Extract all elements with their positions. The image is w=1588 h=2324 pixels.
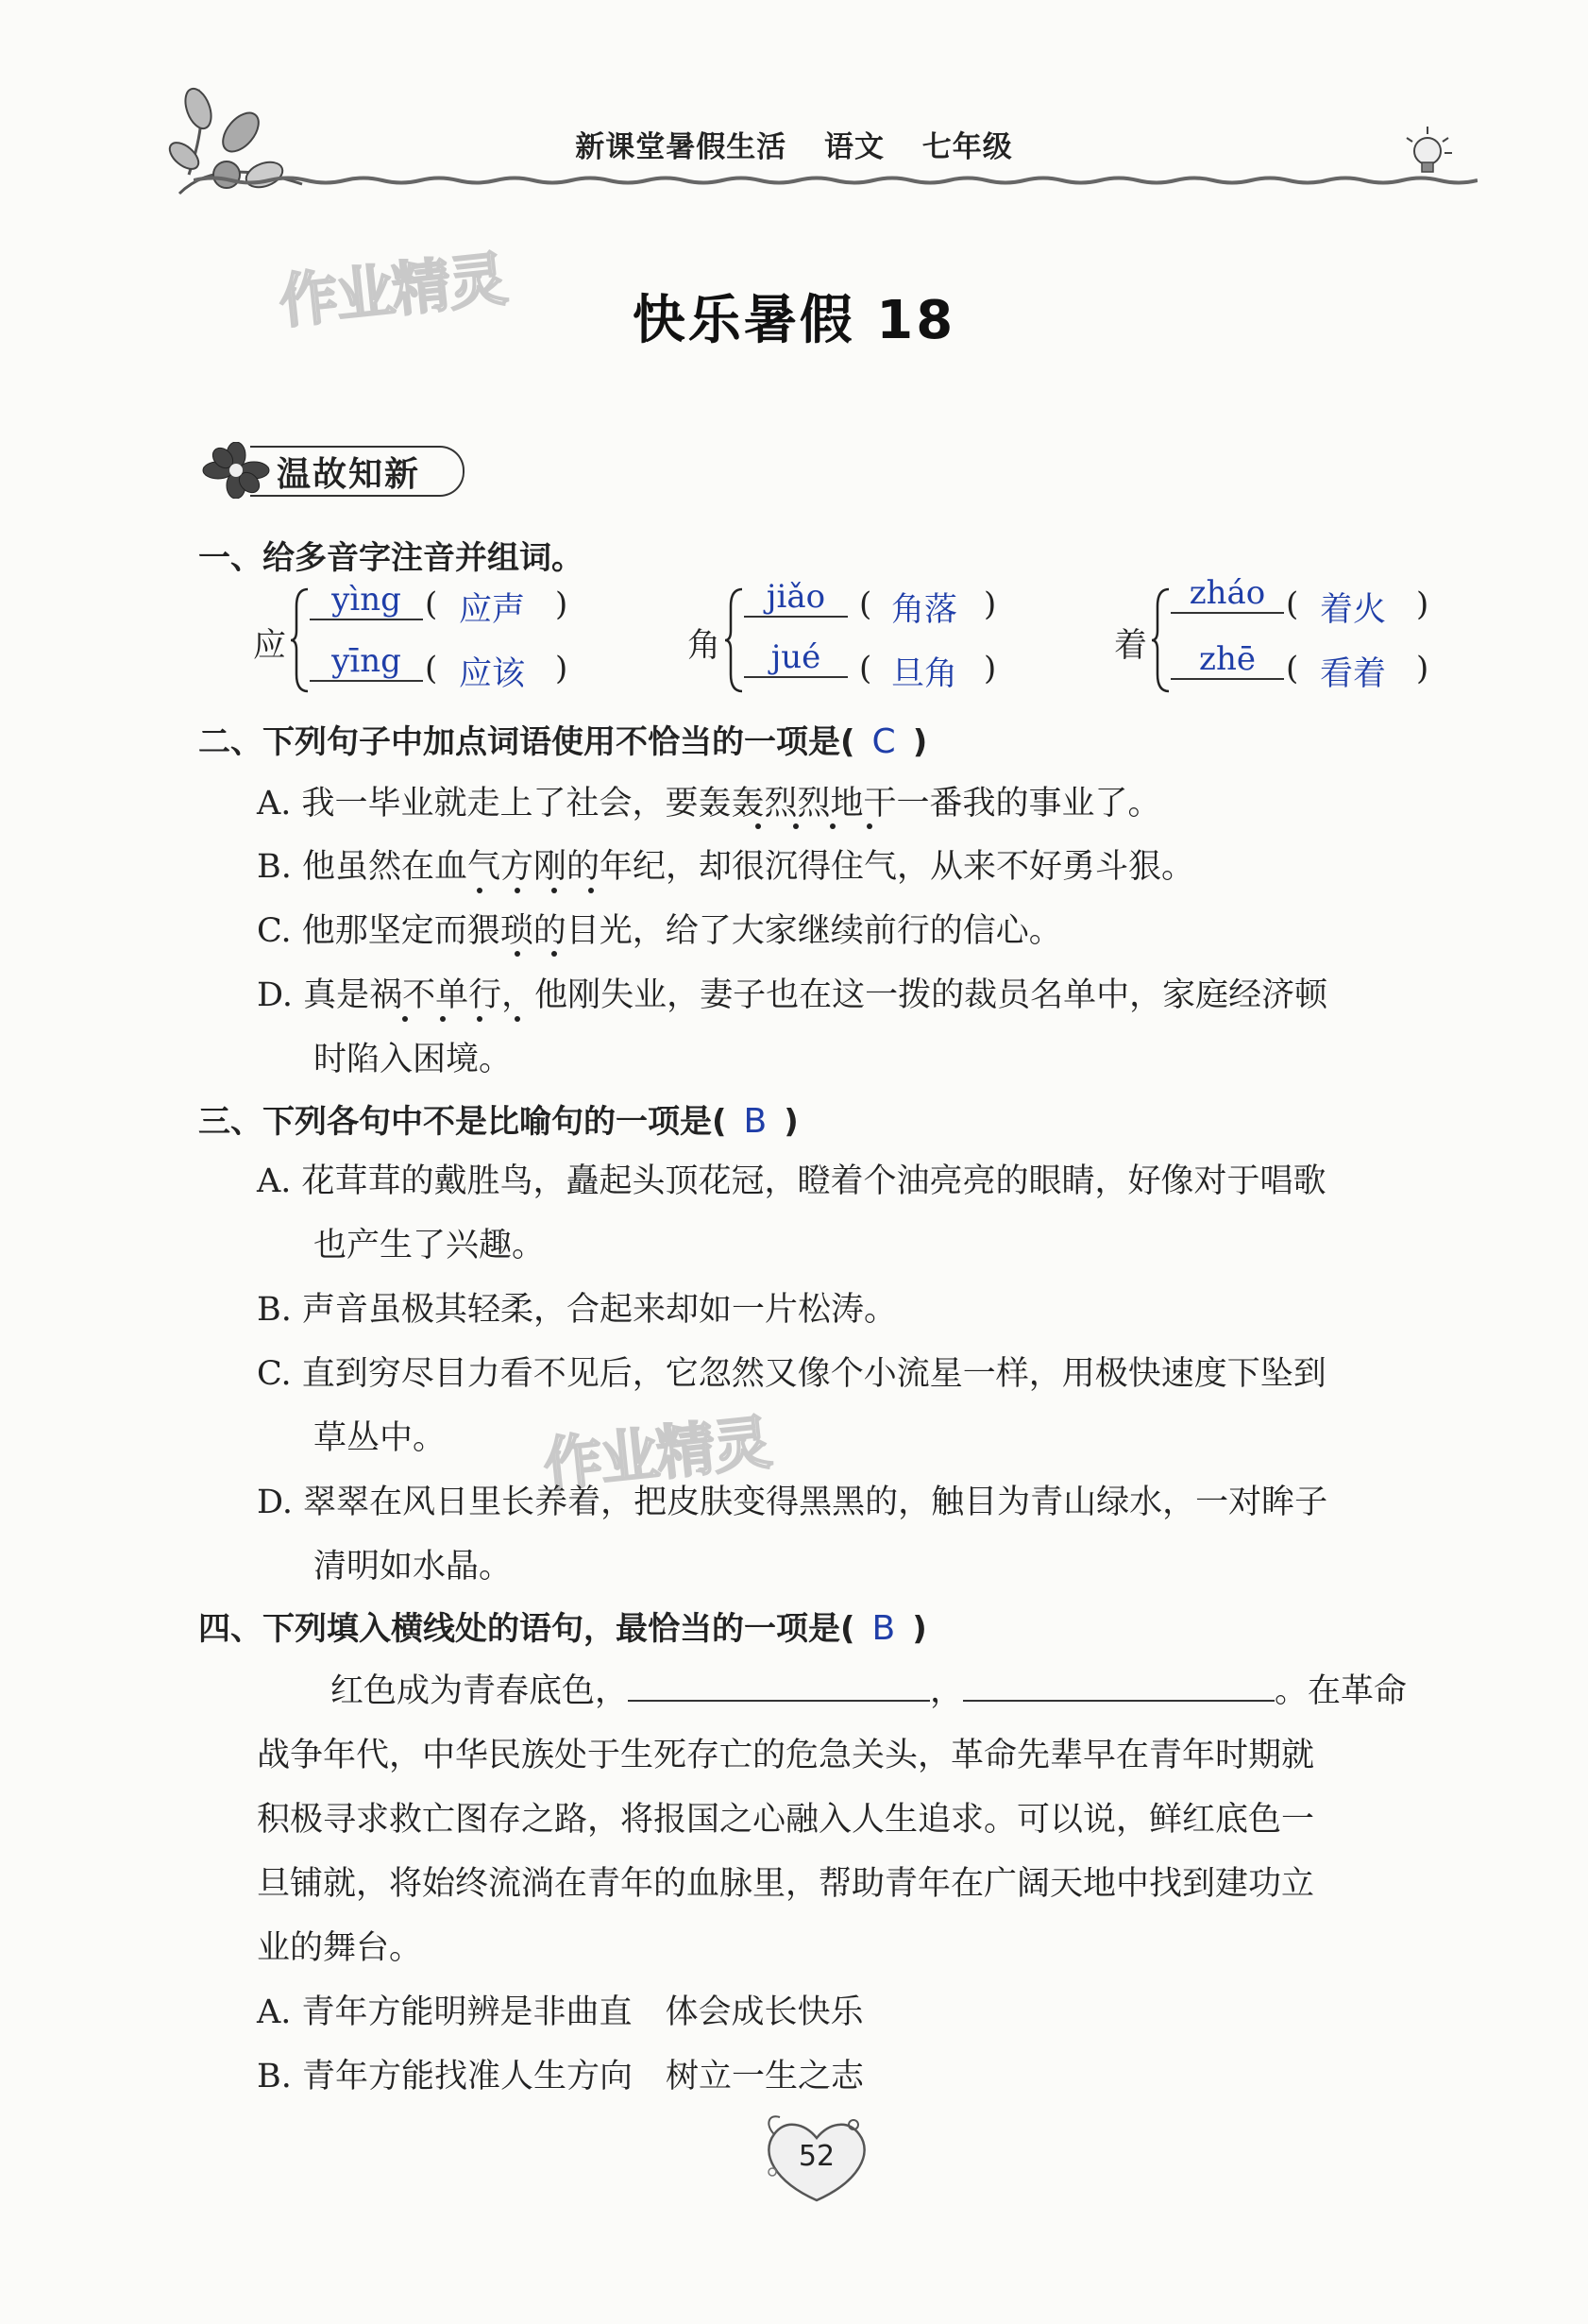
q3-option-a-cont: 也产生了兴趣。	[313, 1227, 546, 1264]
q4-answer: B	[871, 1609, 896, 1648]
emphasis-dot	[515, 888, 520, 893]
q3-option-d: D. 翠翠在风日里长养着，把皮肤变得黑黑的，触目为青山绿水，一对眸子	[257, 1484, 1328, 1521]
header-grade: 七年级	[921, 130, 1013, 164]
page-number-badge	[755, 2106, 878, 2210]
q1-stem: 一、给多音字注音并组词。	[198, 539, 583, 577]
q4-passage-first-line	[330, 1665, 1407, 1712]
fill-blank-1[interactable]	[628, 1671, 930, 1702]
q1-word-yinggai: 应该	[459, 655, 526, 693]
q1-word-jiaoluo: 角落	[891, 591, 958, 629]
header-rule	[194, 173, 1478, 186]
brace-icon	[1150, 587, 1171, 693]
q1-pinyin-zhao2: zháo	[1171, 574, 1284, 614]
section-badge	[194, 442, 467, 499]
emphasis-dot	[793, 823, 799, 829]
q1-word-yingsheng: 应声	[459, 591, 526, 629]
q3-option-d-cont: 清明如水晶。	[313, 1548, 513, 1586]
q4-close: )	[912, 1610, 927, 1648]
q1-word-danjue: 旦角	[891, 655, 958, 693]
paren-open: (	[1286, 585, 1299, 623]
q2-option-c: C. 他那坚定而猥琐的目光，给了大家继续前行的信心。	[257, 912, 1062, 950]
paren-open: (	[859, 585, 872, 623]
emphasis-dot	[830, 823, 836, 829]
q3-option-c-cont: 草丛中。	[313, 1419, 447, 1457]
paren-open: (	[425, 650, 438, 687]
q3-stem-text: 三、下列各句中不是比喻句的一项是(	[198, 1103, 727, 1141]
q1-char-zhe: 着	[1114, 627, 1148, 665]
paren-close: )	[984, 585, 997, 623]
emphasis-dot	[515, 951, 520, 957]
emphasis-dot	[440, 1016, 446, 1022]
watermark-top: 作业精灵	[276, 244, 509, 337]
q4-passage-comma: ，	[930, 1672, 964, 1710]
emphasis-dot	[402, 1016, 408, 1022]
q4-option-a: A. 青年方能明辨是非曲直 体会成长快乐	[257, 1993, 864, 2031]
q3-option-c: C. 直到穷尽目力看不见后，它忽然又像个小流星一样，用极快速度下坠到	[257, 1355, 1326, 1393]
q2-option-b: B. 他虽然在血气方刚的年纪，却很沉得住气，从来不好勇斗狠。	[257, 848, 1194, 886]
section-badge-label: 温故知新	[277, 454, 421, 494]
q2-option-d-cont: 时陷入困境。	[313, 1041, 513, 1078]
brace-icon	[289, 587, 310, 693]
fill-blank-2[interactable]	[963, 1671, 1275, 1702]
emphasis-dot	[477, 888, 482, 893]
q2-close: )	[912, 723, 928, 761]
q2-option-d: D. 真是祸不单行，他刚失业，妻子也在这一拨的裁员名单中，家庭经济顿	[257, 976, 1328, 1014]
q3-answer: B	[743, 1102, 768, 1141]
q4-stem-text: 四、下列填入横线处的语句，最恰当的一项是(	[198, 1610, 855, 1648]
paren-close: )	[555, 585, 568, 623]
paren-open: (	[859, 650, 872, 687]
q4-stem	[198, 1603, 927, 1649]
running-header	[0, 123, 1588, 165]
header-subject: 语文	[824, 130, 885, 164]
emphasis-dot	[755, 823, 761, 829]
emphasis-dot	[477, 1016, 482, 1022]
q3-stem	[198, 1095, 799, 1142]
q4-passage-line: 积极寻求救亡图存之路，将报国之心融入人生追求。可以说，鲜红底色一	[257, 1801, 1315, 1839]
page-title: 快乐暑假 18	[632, 290, 956, 351]
q1-word-kanzhe: 看着	[1320, 655, 1387, 693]
q2-answer: C	[871, 722, 896, 761]
emphasis-dot	[867, 823, 872, 829]
paren-close: )	[555, 650, 568, 687]
q2-stem	[198, 716, 927, 762]
q1-pinyin-jiao3: jiǎo	[744, 578, 848, 618]
q3-close: )	[784, 1103, 799, 1141]
q4-option-b: B. 青年方能找准人生方向 树立一生之志	[257, 2058, 864, 2095]
watermark-middle: 作业精灵	[540, 1407, 773, 1501]
paren-open: (	[425, 585, 438, 623]
emphasis-dot	[588, 888, 594, 893]
q4-passage-line: 战争年代，中华民族处于生死存亡的危急关头，革命先辈早在青年时期就	[257, 1737, 1315, 1774]
q1-pinyin-jue2: jué	[744, 638, 848, 678]
emphasis-dot	[551, 951, 557, 957]
q1-pinyin-zhe1: zhē	[1171, 640, 1284, 680]
page-number: 52	[798, 2140, 836, 2173]
header-series: 新课堂暑假生活	[575, 130, 787, 164]
emphasis-dot	[551, 888, 557, 893]
q2-option-a: A. 我一毕业就走上了社会，要轰轰烈烈地干一番我的事业了。	[257, 785, 1161, 823]
paren-close: )	[984, 650, 997, 687]
q1-char-jiao: 角	[687, 627, 721, 665]
q1-pinyin-ying4: yìng	[310, 581, 423, 620]
q3-option-b: B. 声音虽极其轻柔，合起来却如一片松涛。	[257, 1291, 897, 1329]
emphasis-dot	[515, 1016, 520, 1022]
paren-close: )	[1416, 585, 1429, 623]
q4-passage-start: 红色成为青春底色，	[330, 1672, 629, 1710]
q3-option-a: A. 花茸茸的戴胜鸟，矗起头顶花冠，瞪着个油亮亮的眼睛，好像对于唱歌	[257, 1162, 1326, 1200]
brace-icon	[723, 587, 744, 693]
q1-word-zhaohuo: 着火	[1320, 591, 1387, 629]
q2-stem-text: 二、下列句子中加点词语使用不恰当的一项是(	[198, 723, 855, 761]
q4-passage-line: 业的舞台。	[257, 1929, 423, 1967]
q1-pinyin-ying1: yīng	[310, 642, 423, 682]
q4-passage-after: 。在革命	[1275, 1672, 1408, 1710]
paren-close: )	[1416, 650, 1429, 687]
q1-char-ying: 应	[253, 627, 287, 665]
q4-passage-line: 旦铺就，将始终流淌在青年的血脉里，帮助青年在广阔天地中找到建功立	[257, 1865, 1315, 1903]
paren-open: (	[1286, 650, 1299, 687]
